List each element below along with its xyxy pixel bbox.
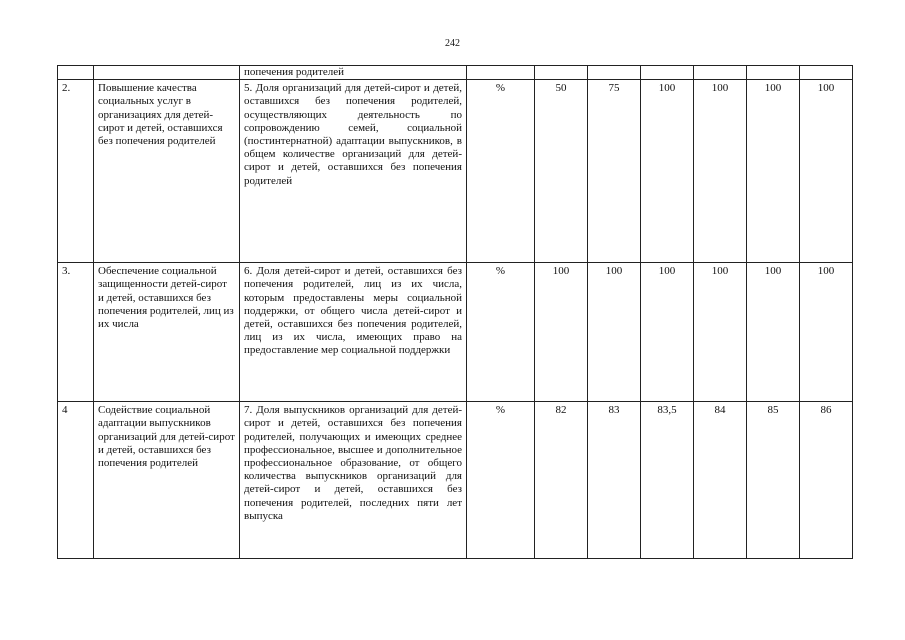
cell-value [641, 66, 694, 80]
cell-indicator: 6. Доля детей-сирот и детей, оставшихся без попечения родителей, лиц из их числа, которым предоставлены меры социальной поддержки, от общего числа детей-сирот и детей, оставшихся без попечения родителей, лиц из их числа, имеющих право на предоставление мер социальной поддержки [240, 263, 467, 402]
table-row [58, 263, 853, 402]
cell-value: 50 [535, 80, 588, 263]
cell-unit: % [467, 263, 535, 402]
cell-unit: % [467, 80, 535, 263]
cell-goal [94, 66, 240, 80]
cell-goal: Обеспечение социальной защищенности детей-сирот и детей, оставшихся без попечения родителей, лиц из их числа [94, 263, 240, 402]
cell-value: 85 [747, 402, 800, 559]
cell-goal: Повышение качества социальных услуг в организациях для детей-сирот и детей, оставшихся без попечения родителей [94, 80, 240, 263]
cell-value: 86 [800, 402, 853, 559]
cell-num: 4 [58, 402, 94, 559]
cell-value: 83 [588, 402, 641, 559]
cell-unit: % [467, 402, 535, 559]
table-row [58, 402, 853, 559]
cell-indicator: 5. Доля организаций для детей-сирот и детей, оставшихся без попечения родителей, осуществляющих деятельность по сопровождению семей, социальной (постинтернатной) адаптации выпускников, в общем количестве организаций для детей-сирот и детей, оставшихся без попечения родителей [240, 80, 467, 263]
cell-value: 100 [747, 263, 800, 402]
cell-value [588, 66, 641, 80]
cell-value: 100 [800, 80, 853, 263]
cell-num: 3. [58, 263, 94, 402]
table-row-continued [58, 66, 853, 80]
cell-indicator: 7. Доля выпускников организаций для детей-сирот и детей, оставшихся без попечения родителей, получающих и имеющих среднее профессиональное, высшее и дополнительное профессиональное образование, от общего количества выпускников организаций для детей-сирот и детей, оставшихся без попечения родителей, последних пяти лет выпуска [240, 402, 467, 559]
indicators-table [57, 65, 853, 559]
cell-value [694, 66, 747, 80]
cell-value: 82 [535, 402, 588, 559]
cell-goal: Содействие социальной адаптации выпускников организаций для детей-сирот и детей, оставшихся без попечения родителей [94, 402, 240, 559]
cell-value [800, 66, 853, 80]
cell-value: 100 [535, 263, 588, 402]
cell-num: 2. [58, 80, 94, 263]
cell-value: 84 [694, 402, 747, 559]
cell-value [535, 66, 588, 80]
cell-value: 100 [747, 80, 800, 263]
cell-value: 100 [588, 263, 641, 402]
cell-value: 75 [588, 80, 641, 263]
cell-value: 100 [641, 80, 694, 263]
cell-value: 100 [694, 80, 747, 263]
cell-indicator: попечения родителей [240, 66, 467, 80]
cell-value: 100 [641, 263, 694, 402]
cell-unit [467, 66, 535, 80]
table-row [58, 80, 853, 263]
page-number: 242 [445, 38, 460, 49]
cell-value: 100 [800, 263, 853, 402]
cell-value: 100 [694, 263, 747, 402]
cell-value: 83,5 [641, 402, 694, 559]
cell-num [58, 66, 94, 80]
cell-value [747, 66, 800, 80]
